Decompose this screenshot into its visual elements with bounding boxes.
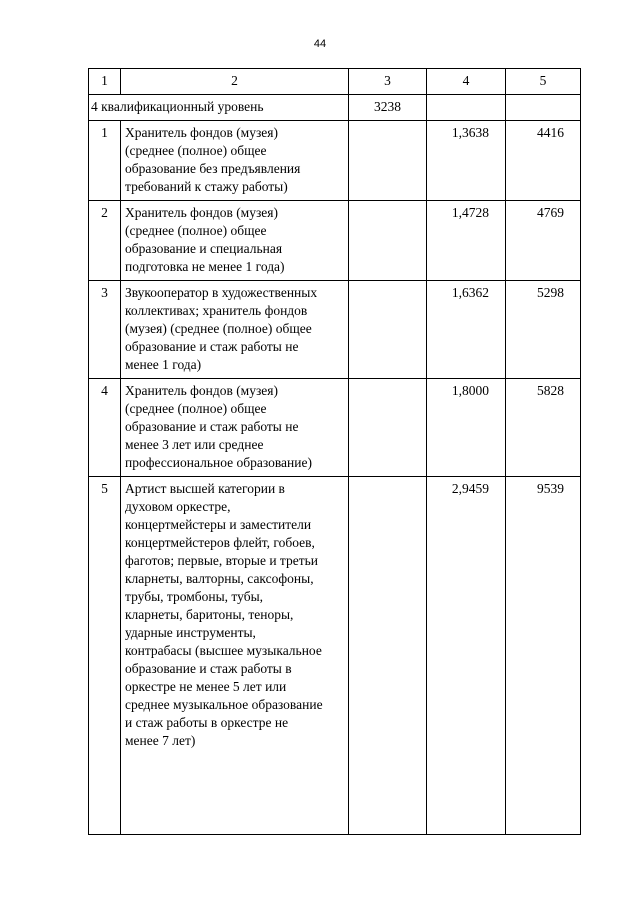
description-line: профессиональное образование) <box>125 455 312 470</box>
description-line: Звукооператор в художественных <box>125 285 318 300</box>
description-line: фаготов; первые, вторые и третьи <box>125 553 319 568</box>
table-row <box>89 477 581 835</box>
empty-cell <box>349 201 427 281</box>
description-line: концертмейстеры и заместители <box>125 517 312 532</box>
salary-cell: 4416 <box>506 121 581 201</box>
table-row <box>89 281 581 379</box>
description-line: духовом оркестре, <box>125 499 231 514</box>
page-number: 44 <box>313 38 327 50</box>
coefficient-cell: 2,9459 <box>427 477 506 835</box>
description-line: трубы, тромбоны, тубы, <box>125 589 264 604</box>
description-line: (музея) (среднее (полное) общее <box>125 321 312 336</box>
salary-table <box>88 68 581 835</box>
description-line: концертмейстеров флейт, гобоев, <box>125 535 315 550</box>
description-line: образование и стаж работы не <box>125 419 299 434</box>
position-description <box>121 281 349 379</box>
salary-cell: 9539 <box>506 477 581 835</box>
coefficient-cell: 1,3638 <box>427 121 506 201</box>
empty-cell <box>349 477 427 835</box>
table-row <box>89 201 581 281</box>
table-row <box>89 379 581 477</box>
coefficient-cell: 1,6362 <box>427 281 506 379</box>
description-line: требований к стажу работы) <box>125 179 288 194</box>
header-cell-3: 3 <box>349 69 427 95</box>
empty-cell <box>427 95 506 121</box>
header-row <box>89 69 581 95</box>
empty-cell <box>349 121 427 201</box>
header-cell-1: 1 <box>89 69 121 95</box>
description-line: (среднее (полное) общее <box>125 401 267 416</box>
description-line: подготовка не менее 1 года) <box>125 259 285 274</box>
header-cell-5: 5 <box>506 69 581 95</box>
coefficient-cell: 1,4728 <box>427 201 506 281</box>
description-line: (среднее (полное) общее <box>125 143 267 158</box>
table-row <box>89 121 581 201</box>
description-line: коллективах; хранитель фондов <box>125 303 308 318</box>
description-line: Хранитель фондов (музея) <box>125 205 279 220</box>
salary-cell: 4769 <box>506 201 581 281</box>
header-cell-4: 4 <box>427 69 506 95</box>
qualification-level-label: 4 квалификационный уровень <box>89 95 349 121</box>
row-number: 1 <box>89 121 121 201</box>
row-number: 2 <box>89 201 121 281</box>
description-line: образование без предъявления <box>125 161 301 176</box>
description-line: контрабасы (высшее музыкальное <box>125 643 322 658</box>
qualification-level-salary: 3238 <box>349 95 427 121</box>
salary-cell: 5828 <box>506 379 581 477</box>
header-cell-2: 2 <box>121 69 349 95</box>
qualification-level-row <box>89 95 581 121</box>
description-line: образование и стаж работы в <box>125 661 292 676</box>
description-line: образование и специальная <box>125 241 283 256</box>
description-line: кларнеты, баритоны, теноры, <box>125 607 294 622</box>
row-number: 4 <box>89 379 121 477</box>
position-description <box>121 201 349 281</box>
description-line: ударные инструменты, <box>125 625 256 640</box>
empty-cell <box>506 95 581 121</box>
description-line: оркестре не менее 5 лет или <box>125 679 287 694</box>
description-line: среднее музыкальное образование <box>125 697 323 712</box>
description-line: менее 1 года) <box>125 357 202 372</box>
description-line: Хранитель фондов (музея) <box>125 125 279 140</box>
description-line: образование и стаж работы не <box>125 339 299 354</box>
position-description <box>121 477 349 835</box>
empty-cell <box>349 281 427 379</box>
coefficient-cell: 1,8000 <box>427 379 506 477</box>
salary-cell: 5298 <box>506 281 581 379</box>
row-number: 5 <box>89 477 121 835</box>
description-line: и стаж работы в оркестре не <box>125 715 289 730</box>
position-description <box>121 379 349 477</box>
description-line: менее 7 лет) <box>125 733 196 748</box>
description-line: (среднее (полное) общее <box>125 223 267 238</box>
description-line: Хранитель фондов (музея) <box>125 383 279 398</box>
description-line: менее 3 лет или среднее <box>125 437 264 452</box>
empty-cell <box>349 379 427 477</box>
position-description <box>121 121 349 201</box>
row-number: 3 <box>89 281 121 379</box>
description-line: кларнеты, валторны, саксофоны, <box>125 571 314 586</box>
description-line: Артист высшей категории в <box>125 481 285 496</box>
